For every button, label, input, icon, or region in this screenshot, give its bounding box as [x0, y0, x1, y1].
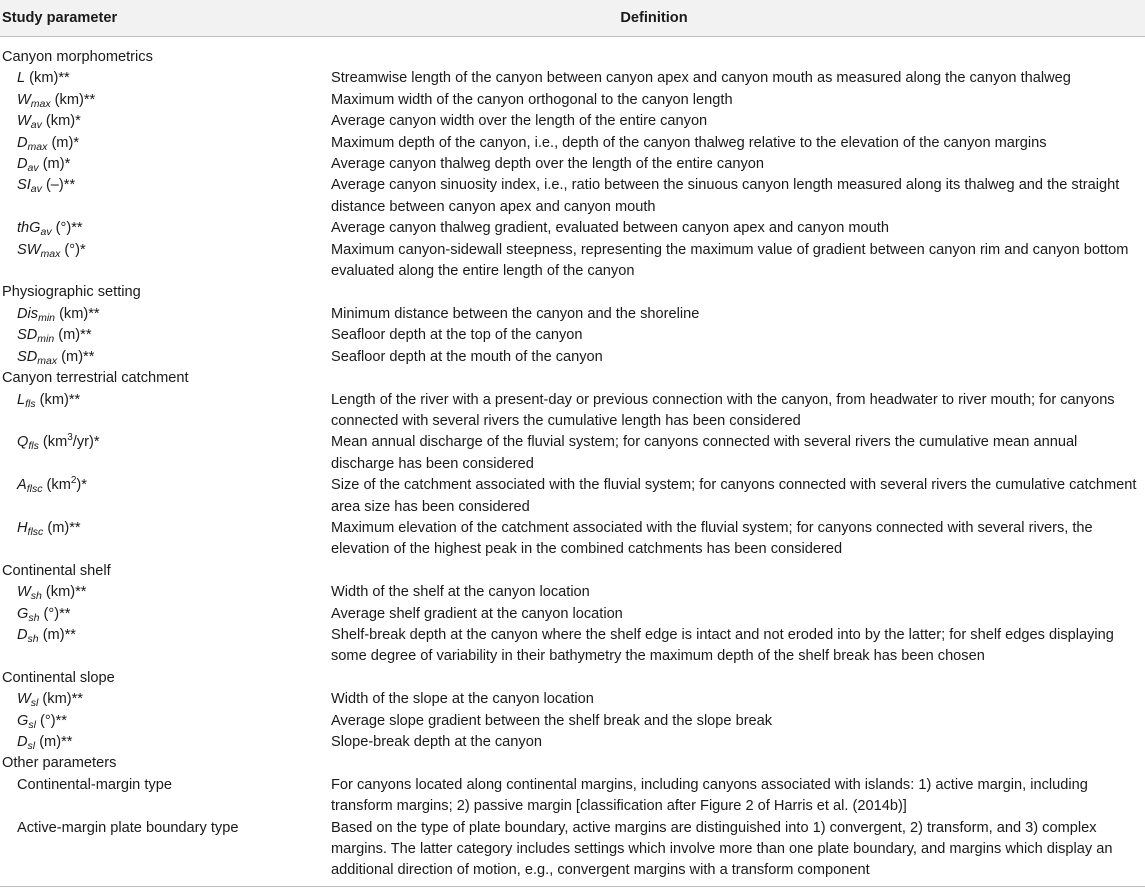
- parameter-cell: [0, 582, 331, 603]
- parameter-subscript: av: [27, 162, 39, 175]
- table-row: [0, 582, 1145, 603]
- parameter-symbol: Dis: [17, 305, 39, 322]
- definition-cell: For canyons located along continental margins, including canyons associated with islands: 1) active margin, including transform margins; 2) passive margin [classification after Figure 2 of Harris et al. (2014b)]: [331, 776, 1088, 815]
- definition-cell: Based on the type of plate boundary, active margins are distinguished into 1) convergent, 2) transform, and 3) complex margins. The latter category includes settings which involve more than one plate boundary, and margins which display an additional direction of motion, e.g., convergent margins with a transform component: [331, 818, 1145, 887]
- parameter-unit-suffix: )*: [76, 477, 87, 494]
- parameter-cell: [0, 432, 331, 475]
- table-row: [0, 90, 1145, 111]
- header-study-parameter: Study parameter: [0, 0, 331, 37]
- parameter-symbol: SD: [17, 348, 38, 365]
- section-row: [0, 753, 1145, 774]
- parameter-unit: (–)**: [41, 177, 76, 194]
- parameter-cell: [0, 68, 331, 89]
- parameter-unit: (m)**: [35, 734, 73, 750]
- unit-superscript: 3: [67, 432, 73, 444]
- parameter-cell: [0, 133, 331, 154]
- definition-cell: Width of the shelf at the canyon location: [331, 584, 590, 601]
- parameter-subscript: sl: [30, 697, 39, 710]
- parameter-subscript: max: [30, 97, 51, 110]
- parameter-cell: [0, 732, 331, 753]
- parameter-unit: (m)*: [38, 156, 71, 173]
- parameter-subscript: min: [37, 333, 55, 346]
- table-body: [0, 37, 1145, 887]
- parameter-cell: [0, 689, 331, 710]
- parameter-symbol: D: [17, 734, 28, 750]
- parameter-cell: [0, 711, 331, 732]
- parameter-cell: [0, 390, 331, 433]
- parameter-cell: [0, 154, 331, 175]
- parameter-symbol: Q: [17, 434, 29, 451]
- header-row: [0, 0, 1145, 37]
- parameter-cell: [0, 175, 331, 218]
- section-row: [0, 282, 1145, 303]
- parameter-subscript: sh: [30, 590, 42, 603]
- parameter-unit: (km)**: [38, 691, 83, 708]
- parameter-subscript: max: [37, 354, 58, 367]
- definition-cell: Average shelf gradient at the canyon location: [331, 605, 623, 622]
- parameter-symbol: SI: [17, 177, 31, 194]
- parameter-subscript: fls: [25, 397, 36, 410]
- table-row: [0, 68, 1145, 89]
- parameter-cell: [0, 304, 331, 325]
- parameter-subscript: flsc: [26, 483, 43, 496]
- parameter-cell: [0, 604, 331, 625]
- section-title: Other parameters: [2, 755, 117, 772]
- table-row: [0, 732, 1145, 753]
- section-title: Continental shelf: [2, 562, 111, 579]
- parameter-subscript: av: [30, 183, 42, 196]
- parameter-symbol: SW: [17, 241, 41, 258]
- parameter-cell: [0, 625, 331, 668]
- parameter-symbol: A: [17, 477, 27, 494]
- parameter-symbol: W: [17, 91, 31, 108]
- parameter-subscript: sh: [28, 611, 40, 624]
- section-row: [0, 368, 1145, 389]
- parameter-symbol: D: [17, 134, 28, 151]
- parameter-subscript: av: [30, 119, 42, 132]
- parameter-unit: (km)*: [41, 113, 81, 130]
- table-row: [0, 625, 1145, 668]
- parameter-cell: [0, 111, 331, 132]
- section-title: Physiographic setting: [2, 284, 141, 301]
- parameter-subscript: sl: [28, 718, 36, 731]
- definition-cell: Maximum width of the canyon orthogonal to the canyon length: [331, 91, 733, 108]
- parameter-cell: [0, 218, 331, 239]
- table-row: [0, 818, 1145, 887]
- parameter-symbol: W: [17, 584, 31, 601]
- table-row: [0, 154, 1145, 175]
- definition-cell: Slope-break depth at the canyon: [331, 734, 542, 750]
- definition-cell: Average canyon sinuosity index, i.e., ratio between the sinuous canyon length measured along its thalweg and the straight distance between canyon apex and canyon mouth: [331, 177, 1120, 215]
- parameter-unit: (m)*: [47, 134, 80, 151]
- parameter-symbol: G: [17, 712, 29, 729]
- definition-cell: Average canyon thalweg depth over the length of the entire canyon: [331, 156, 764, 173]
- parameter-unit: (m)**: [57, 348, 95, 365]
- parameter-symbol: D: [17, 156, 28, 173]
- parameter-subscript: sh: [27, 632, 39, 645]
- parameter-cell: [0, 90, 331, 111]
- section-row: [0, 561, 1145, 582]
- parameter-subscript: flsc: [27, 525, 44, 538]
- section-title: Canyon morphometrics: [2, 49, 153, 65]
- parameter-cell: [0, 347, 331, 368]
- parameter-cell: [0, 325, 331, 346]
- table-row: [0, 775, 1145, 818]
- parameter-subscript: sl: [27, 740, 36, 752]
- parameter-symbol: D: [17, 626, 28, 643]
- table-row: [0, 432, 1145, 475]
- table-row: [0, 111, 1145, 132]
- parameter-cell: [0, 240, 331, 283]
- parameter-cell: [0, 475, 331, 518]
- parameter-symbol: L: [17, 391, 26, 408]
- unit-superscript: 2: [70, 475, 77, 487]
- definition-cell: Width of the slope at the canyon location: [331, 691, 594, 708]
- table-row: [0, 518, 1145, 561]
- parameter-unit: (km: [42, 477, 71, 494]
- table-row: [0, 240, 1145, 283]
- table-row: [0, 711, 1145, 732]
- parameter-unit: (m)**: [54, 327, 92, 344]
- header-definition: Definition: [331, 0, 1145, 37]
- definition-cell: Mean annual discharge of the fluvial system; for canyons connected with several rivers the cumulative mean annual discharge has been considered: [331, 434, 1078, 472]
- definition-cell: Average canyon width over the length of the entire canyon: [331, 113, 708, 130]
- definition-cell: Seafloor depth at the top of the canyon: [331, 327, 583, 344]
- parameter-symbol: W: [17, 691, 31, 708]
- table-row: [0, 218, 1145, 239]
- parameter-name: Continental-margin type: [17, 776, 172, 793]
- parameter-unit: (km)**: [50, 91, 96, 108]
- definition-cell: Minimum distance between the canyon and the shoreline: [331, 305, 700, 322]
- parameter-unit: (°)*: [60, 241, 86, 258]
- parameter-subscript: av: [40, 226, 52, 239]
- parameter-unit: (°)**: [35, 712, 67, 729]
- definition-cell: Length of the river with a present-day or previous connection with the canyon, from headwater to river mouth; for canyons connected with several rivers the cumulative length has been considered: [331, 391, 1115, 429]
- section-title: Continental slope: [2, 669, 115, 686]
- table-row: [0, 175, 1145, 218]
- parameter-cell: [0, 518, 331, 561]
- table-row: [0, 304, 1145, 325]
- parameter-cell: [0, 818, 331, 887]
- table-row: [0, 390, 1145, 433]
- parameter-symbol: W: [17, 113, 31, 130]
- definition-cell: Average canyon thalweg gradient, evaluated between canyon apex and canyon mouth: [331, 220, 889, 237]
- parameter-unit-suffix: /yr)*: [72, 434, 100, 451]
- parameter-subscript: max: [40, 247, 61, 260]
- parameter-subscript: max: [27, 140, 48, 153]
- section-title: Canyon terrestrial catchment: [2, 370, 189, 387]
- table-row: [0, 604, 1145, 625]
- table-row: [0, 133, 1145, 154]
- table-row: [0, 475, 1145, 518]
- parameter-unit: (km)**: [55, 305, 100, 322]
- section-row: [0, 668, 1145, 689]
- parameter-symbol: thG: [17, 220, 41, 237]
- table-row: [0, 325, 1145, 346]
- parameter-symbol: G: [17, 605, 29, 622]
- definition-cell: Average slope gradient between the shelf break and the slope break: [331, 712, 773, 729]
- parameter-symbol: SD: [17, 327, 38, 344]
- section-row: [0, 37, 1145, 69]
- parameter-unit: (km: [38, 434, 68, 451]
- parameter-name: Active-margin plate boundary type: [17, 819, 239, 836]
- definition-cell: Maximum canyon-sidewall steepness, representing the maximum value of gradient between canyon rim and canyon bottom evaluated along the entire length of the canyon: [331, 241, 1129, 280]
- definition-cell: Seafloor depth at the mouth of the canyon: [331, 348, 603, 365]
- parameter-cell: [0, 775, 331, 818]
- parameter-unit: (km)**: [35, 391, 81, 408]
- parameter-unit: (km)**: [41, 584, 87, 601]
- definition-cell: Shelf-break depth at the canyon where the shelf edge is intact and not eroded into by the latter; for shelf edges displaying some degree of variability in their bathymetry the maximum depth of the shelf break has been chosen: [331, 626, 1114, 665]
- definition-cell: Size of the catchment associated with the fluvial system; for canyons connected with several rivers the cumulative catchment area size has been considered: [331, 477, 1137, 515]
- parameter-symbol: L: [17, 70, 26, 87]
- table-row: [0, 347, 1145, 368]
- definition-cell: Streamwise length of the canyon between canyon apex and canyon mouth as measured along the canyon thalweg: [331, 70, 1071, 87]
- definition-cell: Maximum elevation of the catchment associated with the fluvial system; for canyons connected with several rivers, the elevation of the highest peak in the combined catchments has been considered: [331, 519, 1093, 558]
- parameter-subscript: min: [38, 311, 56, 324]
- parameter-subscript: fls: [28, 440, 39, 453]
- parameter-unit: (m)**: [38, 626, 76, 643]
- definition-cell: Maximum depth of the canyon, i.e., depth of the canyon thalweg relative to the elevation of the canyon margins: [331, 134, 1047, 151]
- table-row: [0, 689, 1145, 710]
- parameter-unit: (°)**: [51, 220, 83, 237]
- parameter-unit: (m)**: [43, 519, 81, 536]
- parameter-unit: (°)**: [39, 605, 71, 622]
- parameter-unit: (km)**: [25, 70, 70, 87]
- parameter-symbol: H: [17, 519, 28, 536]
